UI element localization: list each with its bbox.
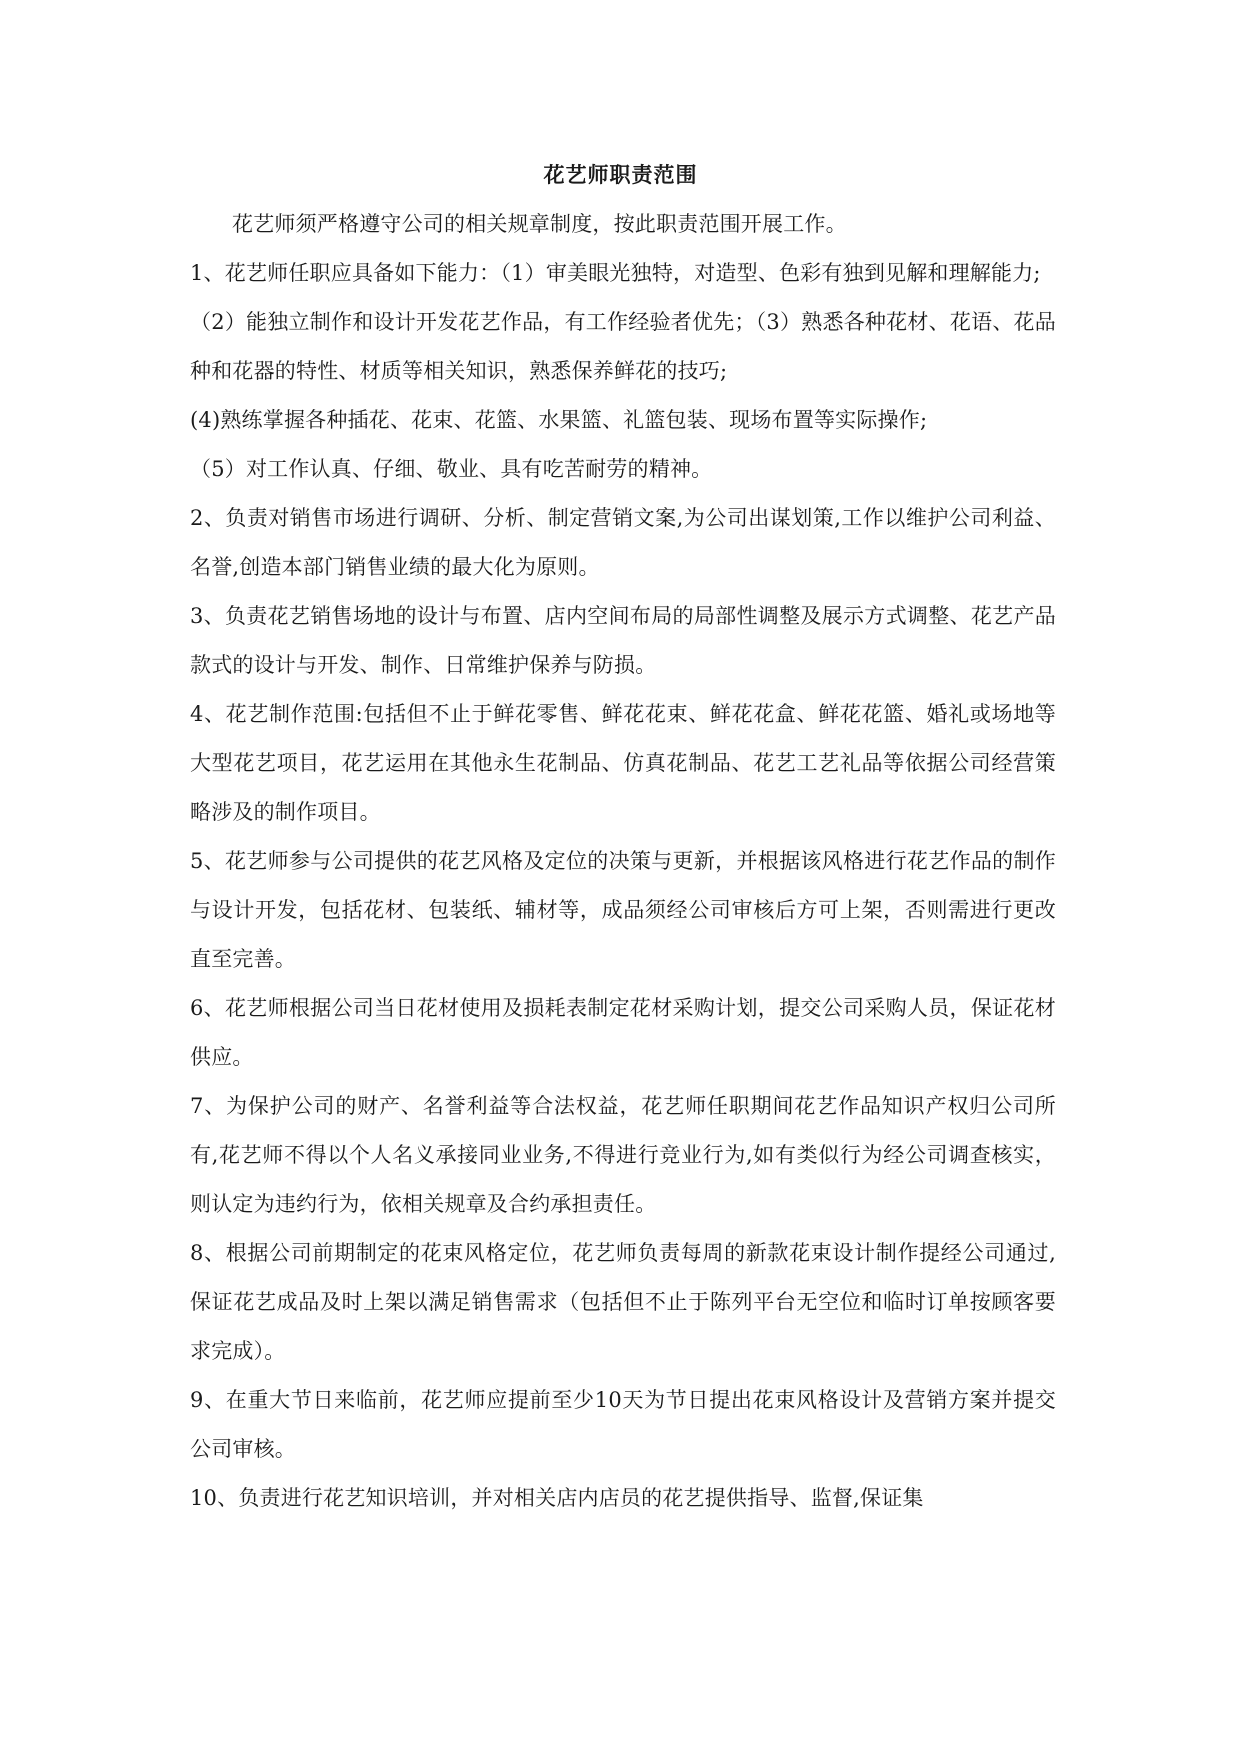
duty-8-weekly-bouquet-design: 8、根据公司前期制定的花束风格定位，花艺师负责每周的新款花束设计制作提经公司通过,保证花艺成品及时上架以满足销售需求（包括但不止于陈列平台无空位和临时订单按顾客要求完成）。 bbox=[190, 1241, 1056, 1363]
duty-1-abilities-2-3: （2）能独立制作和设计开发花艺作品，有工作经验者优先；（3）熟悉各种花材、花语、花品种和花器的特性、材质等相关知识，熟悉保养鲜花的技巧; bbox=[190, 310, 1056, 383]
document-body bbox=[190, 200, 1056, 1523]
duty-9-holiday-planning: 9、在重大节日来临前，花艺师应提前至少10天为节日提出花束风格设计及营销方案并提交公司审核。 bbox=[190, 1388, 1056, 1461]
duty-1-abilities: 1、花艺师任职应具备如下能力：（1）审美眼光独特，对造型、色彩有独到见解和理解能力; bbox=[190, 261, 1041, 285]
duty-6-procurement-plan: 6、花艺师根据公司当日花材使用及损耗表制定花材采购计划，提交公司采购人员，保证花材供应。 bbox=[190, 996, 1056, 1069]
duty-3-store-layout: 3、负责花艺销售场地的设计与布置、店内空间布局的局部性调整及展示方式调整、花艺产品款式的设计与开发、制作、日常维护保养与防损。 bbox=[190, 604, 1056, 677]
duty-7-intellectual-property: 7、为保护公司的财产、名誉利益等合法权益，花艺师任职期间花艺作品知识产权归公司所有,花艺师不得以个人名义承接同业业务,不得进行竞业行为,如有类似行为经公司调查核实，则认定为违约行为，依相关规章及合约承担责任。 bbox=[190, 1094, 1056, 1216]
document-title: 花艺师职责范围 bbox=[543, 162, 698, 187]
duty-5-style-positioning: 5、花艺师参与公司提供的花艺风格及定位的决策与更新，并根据该风格进行花艺作品的制作与设计开发，包括花材、包装纸、辅材等，成品须经公司审核后方可上架，否则需进行更改直至完善。 bbox=[190, 849, 1056, 971]
duty-4-production-scope: 4、花艺制作范围:包括但不止于鲜花零售、鲜花花束、鲜花花盒、鲜花花篮、婚礼或场地等大型花艺项目，花艺运用在其他永生花制品、仿真花制品、花艺工艺礼品等依据公司经营策略涉及的制作项目。 bbox=[190, 702, 1056, 824]
duty-1-abilities-4: (4)熟练掌握各种插花、花束、花篮、水果篮、礼篮包装、现场布置等实际操作; bbox=[190, 408, 928, 432]
duty-1-abilities-5: （5）对工作认真、仔细、敬业、具有吃苦耐劳的精神。 bbox=[190, 457, 713, 481]
duty-2-market-research: 2、负责对销售市场进行调研、分析、制定营销文案,为公司出谋划策,工作以维护公司利益、名誉,创造本部门销售业绩的最大化为原则。 bbox=[190, 506, 1056, 579]
intro-paragraph: 花艺师须严格遵守公司的相关规章制度，按此职责范围开展工作。 bbox=[232, 212, 847, 236]
duty-10-training: 10、负责进行花艺知识培训，并对相关店内店员的花艺提供指导、监督,保证集 bbox=[190, 1486, 924, 1510]
